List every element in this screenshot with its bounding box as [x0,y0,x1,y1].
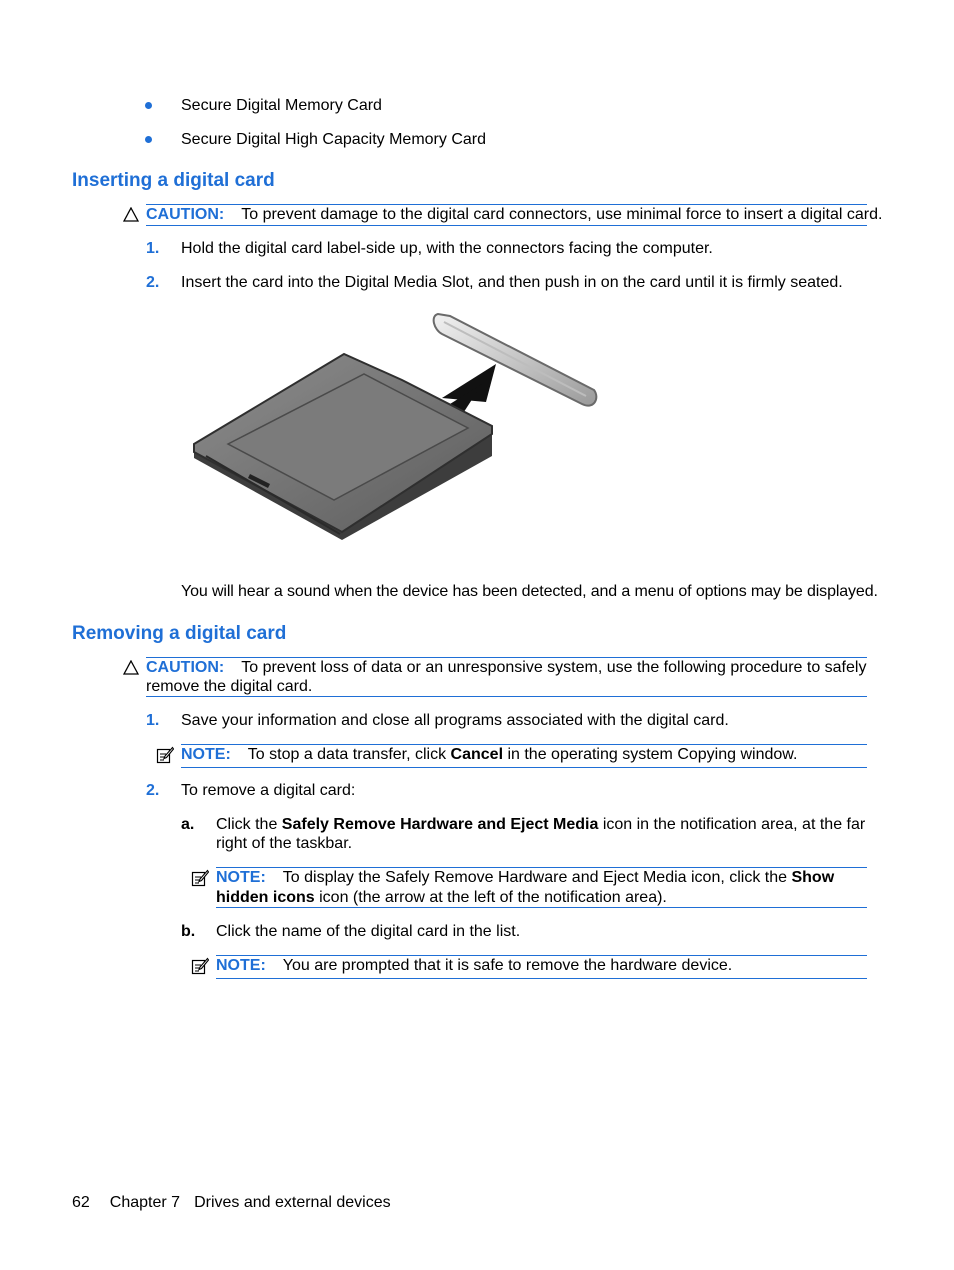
note-callout-line2: hidden icons icon (the arrow at the left of the notification area). [216,889,667,906]
section-heading-removing: Removing a digital card [72,623,287,644]
substep-letter: a. [181,816,195,833]
note-callout: NOTE: To display the Safely Remove Hardware and Eject Media icon, click the Show [216,869,835,886]
footer-title: Drives and external devices [194,1194,391,1211]
note-label: NOTE: [216,869,266,886]
cancel-bold-text: Cancel [450,746,504,763]
substep-text: Click the name of the digital card in the list. [216,923,521,940]
step-text: Save your information and close all programs associated with the digital card. [181,712,729,729]
note-pencil-icon [156,746,174,764]
note-callout: NOTE: You are prompted that it is safe to remove the hardware device. [216,957,733,974]
page-footer [72,1193,391,1212]
step-text: To remove a digital card: [181,782,356,799]
caution-callout [146,205,882,224]
substep-letter: b. [181,923,196,940]
step-number: 1. [146,712,160,729]
bullet-item: Secure Digital Memory Card [181,97,382,114]
footer-chapter: Chapter 7 [109,1194,181,1211]
substep-text-line2: right of the taskbar. [216,835,353,852]
note-rule-bottom [216,978,867,979]
bullet-item: Secure Digital High Capacity Memory Card [181,131,486,148]
bullet-dot [145,102,152,109]
caution-callout [146,658,866,677]
note-rule-bottom [216,907,867,908]
note-callout: NOTE: To stop a data transfer, click Cancel in the operating system Copying window. [181,746,798,763]
step-number: 2. [146,274,160,291]
after-step-text: You will hear a sound when the device has been detected, and a menu of options may be displayed. [181,583,878,600]
caution-label: CAUTION: [146,659,225,676]
caution-text-line2: remove the digital card. [146,678,313,695]
caution-rule-bottom [146,696,867,697]
note-pencil-icon [191,869,209,887]
sd-card-shape [194,354,492,540]
step-number: 1. [146,240,160,257]
page-number: 62 [72,1194,90,1211]
note-label: NOTE: [181,746,231,763]
note-pencil-icon [191,957,209,975]
step-text: Insert the card into the Digital Media Slot, and then push in on the card until it is firmly seated. [181,274,843,291]
section-heading-inserting: Inserting a digital card [72,170,275,191]
bullet-dot [145,136,152,143]
step-text: Hold the digital card label-side up, with the connectors facing the computer. [181,240,713,257]
substep-text: Click the Safely Remove Hardware and Eject Media icon in the notification area, at the far [216,816,866,833]
caution-label: CAUTION: [146,206,225,223]
step-number: 2. [146,782,160,799]
caution-rule-bottom [146,225,867,226]
caution-text: To prevent loss of data or an unresponsive system, use the following procedure to safely [241,659,867,676]
sd-card-insertion-illustration [190,308,610,548]
caution-triangle-icon [123,660,139,675]
note-label: NOTE: [216,957,266,974]
caution-text: To prevent damage to the digital card connectors, use minimal force to insert a digital card. [241,206,883,223]
caution-triangle-icon [123,207,139,222]
note-rule-bottom [181,767,867,768]
